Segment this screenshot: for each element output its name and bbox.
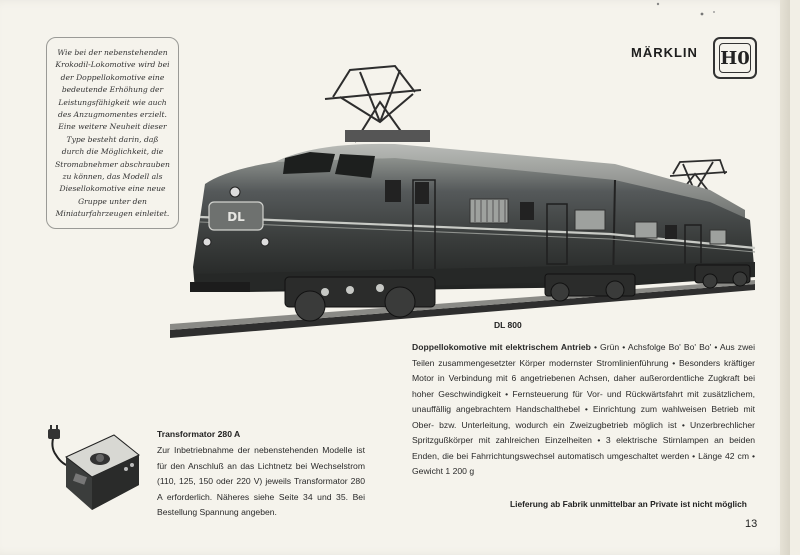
- transformer-title: Transformator 280 A: [157, 429, 241, 439]
- locomotive-description: [412, 340, 755, 480]
- transformer-text: Zur Inbetriebnahme der nebenstehenden Modelle ist für den Anschluß an das Lichtnetz bei Wechselstrom (110, 125, 150 oder 220 V) jeweils Transformator 280 A erforderlich. Näheres siehe Seite 34 und 35. Bei Bestellung Spannung angeben.: [157, 445, 365, 517]
- description-body: • Grün • Achsfolge Bo' Bo' Bo' • Aus zwei Teilen zusammengesetzter Körper modernster Stromlinienführung • Besonders kräftiger Motor in Verbindung mit 6 angetriebenen Achsen, daher außerordentliche Zugkraft bei hoher Geschwindigkeit • Fernsteuerung für Vor- und Rückwärtsfahrt mit zusätzlichem, unauffällig angebrachtem Handschalthebel • Einrichtung zum wahlweisen Betrieb mit Ober- bzw. Unterleitung, wodurch ein Zweizugbetrieb möglich ist • Unzerbrechlicher Spritzgußkörper mit zahlreichen Einzelheiten • 3 elektrische Stirnlampen an beiden Enden, die bei Fahrrichtungswechsel automatisch umgeschaltet werden • Länge 42 cm • Gewicht 1 200 g: [412, 342, 755, 476]
- brand-logo: MÄRKLIN: [631, 45, 698, 60]
- locomotive-image: [165, 62, 765, 352]
- description-heading: Doppellokomotive mit elektrischem Antrieb: [412, 342, 591, 352]
- scale-label: H0: [719, 43, 751, 73]
- transformer-image: [44, 425, 144, 515]
- intro-text: Wie bei der nebenstehenden Krokodil-Lokomotive wird bei der Doppellokomotive eine bedeutende Erhöhung der Leistungsfähigkeit wie auch des Anzugmomentes erzielt. Eine weitere Neuheit dieser Type besteht darin, daß durch die Möglichkeit, die Stromabnehmer abschrauben zu können, das Modell als Diesellokomotive eine neue Gruppe unter den Miniaturfahrzeugen einleitet.: [55, 48, 170, 219]
- page-edge: [780, 0, 790, 555]
- delivery-note: Lieferung ab Fabrik unmittelbar an Private ist nicht möglich: [510, 499, 747, 509]
- nose-plate-text: DL: [227, 210, 245, 224]
- model-code: DL 800: [494, 320, 522, 330]
- intro-text-box: [46, 37, 179, 229]
- page-number: 13: [745, 518, 758, 530]
- print-specks: [640, 0, 720, 20]
